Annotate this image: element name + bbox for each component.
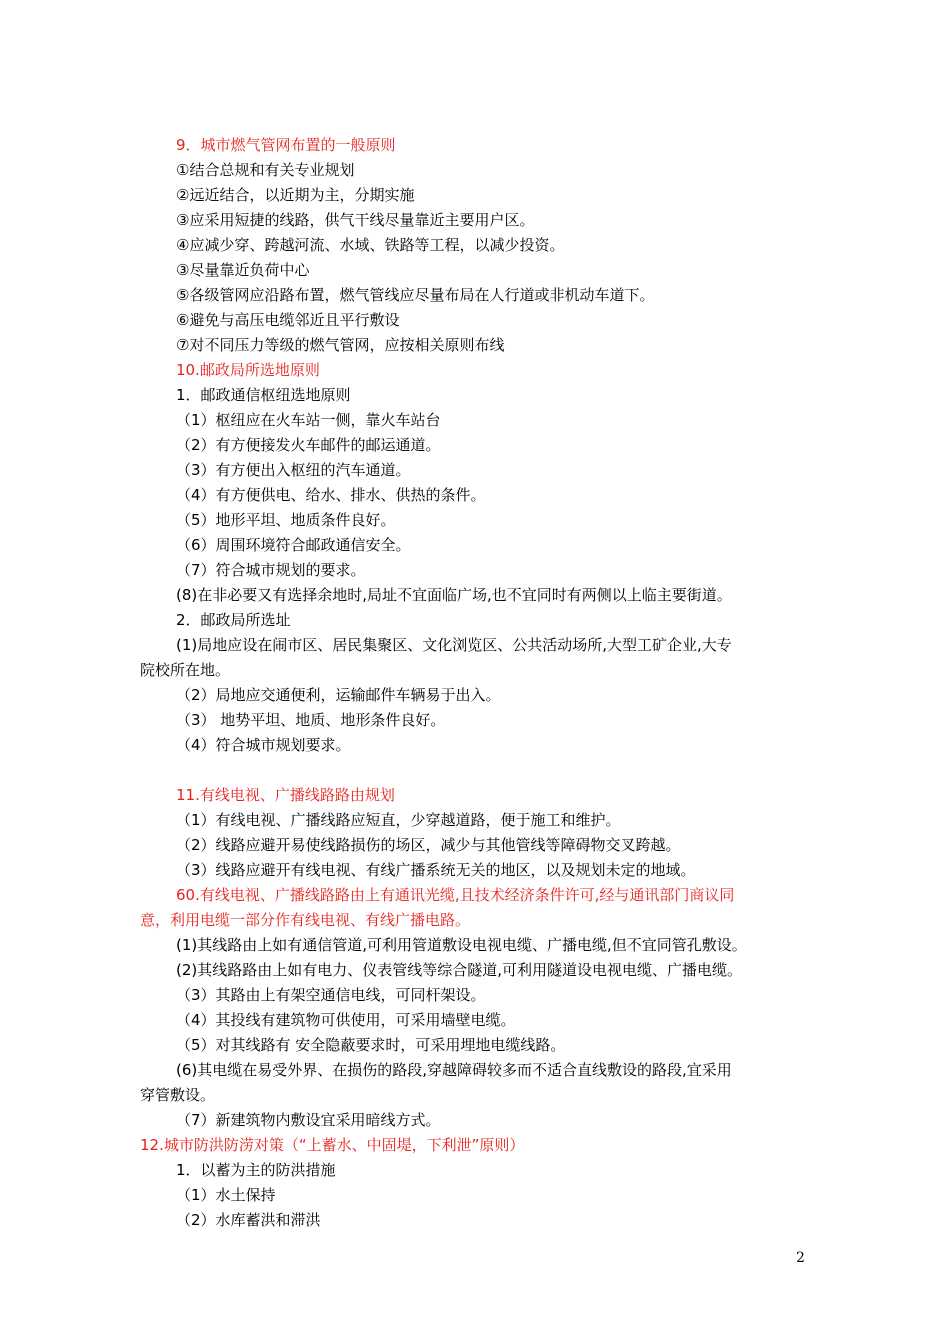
section-heading: 11.有线电视、广播线路路由规划 bbox=[176, 786, 395, 804]
text-line: （4）符合城市规划要求。 bbox=[176, 736, 351, 754]
text-line: （1）水土保持 bbox=[176, 1186, 276, 1204]
page-number: 2 bbox=[796, 1250, 805, 1266]
section-heading: 12.城市防洪防涝对策（“上蓄水、中固堤，下利泄”原则） bbox=[140, 1136, 525, 1154]
text-line: （2）水库蓄洪和滞洪 bbox=[176, 1211, 321, 1229]
text-line: (2)其线路路由上如有电力、仪表管线等综合隧道,可利用隧道设电视电缆、广播电缆。 bbox=[176, 961, 743, 979]
text-line: 院校所在地。 bbox=[140, 661, 231, 679]
text-line: (1)其线路由上如有通信管道,可利用管道敷设电视电缆、广播电缆,但不宜同管孔敷设。 bbox=[176, 936, 747, 954]
text-line: （1）枢纽应在火车站一侧，靠火车站台 bbox=[176, 411, 441, 429]
text-line: （5）地形平坦、地质条件良好。 bbox=[176, 511, 396, 529]
text-line: （4）其投线有建筑物可供使用，可采用墙壁电缆。 bbox=[176, 1011, 516, 1029]
text-line: （2）局地应交通便利，运输邮件车辆易于出入。 bbox=[176, 686, 501, 704]
text-line: （3） 地势平坦、地质、地形条件良好。 bbox=[176, 711, 446, 729]
section-heading: 10.邮政局所选地原则 bbox=[176, 361, 320, 379]
text-line: 1．以蓄为主的防洪措施 bbox=[176, 1161, 336, 1179]
text-line: （5）对其线路有 安全隐蔽要求时，可采用埋地电缆线路。 bbox=[176, 1036, 566, 1054]
text-line: （7）符合城市规划的要求。 bbox=[176, 561, 366, 579]
text-line: （3）线路应避开有线电视、有线广播系统无关的地区，以及规划未定的地域。 bbox=[176, 861, 696, 879]
text-line: （4）有方便供电、给水、排水、供热的条件。 bbox=[176, 486, 486, 504]
text-line: （3）有方便出入枢纽的汽车通道。 bbox=[176, 461, 411, 479]
section-heading: 意，利用电缆一部分作有线电视、有线广播电路。 bbox=[140, 911, 471, 929]
text-line: (1)局地应设在闹市区、居民集聚区、文化浏览区、公共活动场所,大型工矿企业,大专 bbox=[176, 636, 732, 654]
text-line: ④应减少穿、跨越河流、水域、铁路等工程，以减少投资。 bbox=[176, 236, 565, 254]
text-line: ②远近结合，以近期为主，分期实施 bbox=[176, 186, 415, 204]
text-line: (6)其电缆在易受外界、在损伤的路段,穿越障碍较多而不适合直线敷设的路段,宜采用 bbox=[176, 1061, 732, 1079]
text-line: ③尽量靠近负荷中心 bbox=[176, 261, 310, 279]
text-line: 2．邮政局所选址 bbox=[176, 611, 291, 629]
text-line: ⑥避免与高压电缆邻近且平行敷设 bbox=[176, 311, 400, 329]
text-line: (8)在非必要又有选择余地时,局址不宜面临广场,也不宜同时有两侧以上临主要街道。 bbox=[176, 586, 732, 604]
text-line: ⑤各级管网应沿路布置，燃气管线应尽量布局在人行道或非机动车道下。 bbox=[176, 286, 655, 304]
text-line: （1）有线电视、广播线路应短直，少穿越道路，便于施工和维护。 bbox=[176, 811, 621, 829]
text-line: （3）其路由上有架空通信电线，可同杆架设。 bbox=[176, 986, 486, 1004]
text-line: ①结合总规和有关专业规划 bbox=[176, 161, 355, 179]
text-line: （6）周围环境符合邮政通信安全。 bbox=[176, 536, 411, 554]
text-line: 1．邮政通信枢纽选地原则 bbox=[176, 386, 351, 404]
text-line: ③应采用短捷的线路，供气干线尽量靠近主要用户区。 bbox=[176, 211, 535, 229]
section-heading: 60.有线电视、广播线路路由上有通讯光缆,且技术经济条件许可,经与通讯部门商议同 bbox=[176, 886, 735, 904]
text-line: （7）新建筑物内敷设宜采用暗线方式。 bbox=[176, 1111, 441, 1129]
text-line: （2）有方便接发火车邮件的邮运通道。 bbox=[176, 436, 441, 454]
text-line: （2）线路应避开易使线路损伤的场区，减少与其他管线等障碍物交叉跨越。 bbox=[176, 836, 681, 854]
section-heading: 9．城市燃气管网布置的一般原则 bbox=[176, 136, 396, 154]
text-line: ⑦对不同压力等级的燃气管网，应按相关原则布线 bbox=[176, 336, 505, 354]
text-line: 穿管敷设。 bbox=[140, 1086, 216, 1104]
